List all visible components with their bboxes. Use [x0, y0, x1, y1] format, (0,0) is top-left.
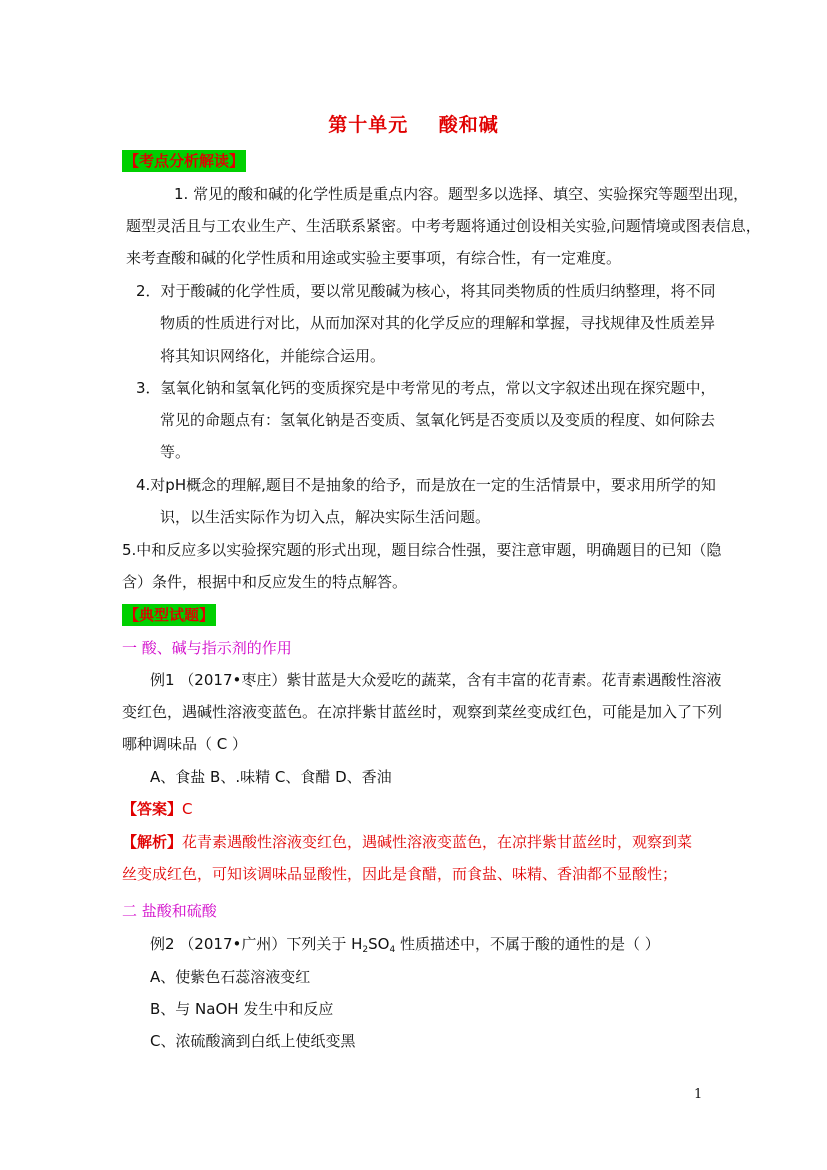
example-1-line-1: 例1 （2017•枣庄）紫甘蓝是大众爱吃的蔬菜，含有丰富的花青素。花青素遇酸性溶液 — [150, 671, 722, 689]
paragraph-1-line-1: 1. 常见的酸和碱的化学性质是重点内容。题型多以选择、填空、实验探究等题型出现， — [174, 185, 749, 203]
heading-hydrochloric-sulfuric: 二 盐酸和硫酸 — [122, 902, 217, 920]
paragraph-2-line-1: 2．对于酸碱的化学性质，要以常见酸碱为核心，将其同类物质的性质归纳整理，将不同 — [136, 282, 716, 300]
section-tag-examples: 【典型试题】 — [124, 606, 215, 624]
heading-acid-base-indicator: 一 酸、碱与指示剂的作用 — [122, 639, 292, 657]
paragraph-3-line-2: 常见的命题点有：氢氧化钠是否变质、氢氧化钙是否变质以及变质的程度、如何除去 — [160, 411, 716, 429]
analysis-line-2: 丝变成红色，可知该调味品显酸性，因此是食醋，而食盐、味精、香油都不显酸性； — [122, 865, 678, 883]
analysis-label: 【解析】 — [122, 833, 183, 851]
paragraph-4-line-2: 识，以生活实际作为切入点，解决实际生活问题。 — [160, 508, 491, 526]
example-2-suffix: 性质描述中，不属于酸的通性的是（ ） — [395, 935, 660, 953]
answer-value: C — [182, 800, 193, 818]
paragraph-5-line-2: 含）条件，根据中和反应发生的特点解答。 — [122, 573, 408, 591]
page-number: 1 — [694, 1087, 703, 1102]
paragraph-3-line-3: 等。 — [160, 443, 191, 461]
analysis-line-1 — [122, 831, 692, 853]
example-2-sub-1: 2 — [362, 945, 369, 955]
example-2-option-c: C、浓硫酸滴到白纸上使纸变黑 — [150, 1032, 356, 1050]
paragraph-1-line-3: 来考查酸和碱的化学性质和用途或实验主要事项，有综合性，有一定难度。 — [126, 249, 622, 267]
page-title: 第十单元 酸和碱 — [328, 114, 499, 136]
paragraph-3-line-1: 3．氢氧化钠和氢氧化钙的变质探究是中考常见的考点，常以文字叙述出现在探究题中， — [136, 379, 716, 397]
example-2-prefix: 例2 （2017•广州）下列关于 H — [150, 935, 363, 953]
example-1-line-2: 变红色，遇碱性溶液变蓝色。在凉拌紫甘蓝丝时，观察到菜丝变成红色，可能是加入了下列 — [122, 703, 723, 721]
example-2-mid: SO — [368, 935, 390, 953]
analysis-text-1: 花青素遇酸性溶液变红色，遇碱性溶液变蓝色，在凉拌紫甘蓝丝时，观察到菜 — [182, 833, 693, 851]
paragraph-2-line-3: 将其知识网络化，并能综合运用。 — [160, 347, 386, 365]
answer-line — [122, 798, 193, 820]
example-2-option-a: A、使紫色石蕊溶液变红 — [150, 968, 311, 986]
paragraph-5-line-1: 5.中和反应多以实验探究题的形式出现，题目综合性强，要注意审题，明确题目的已知（隐 — [122, 541, 722, 559]
example-2-sub-2: 4 — [389, 945, 396, 955]
paragraph-1-line-2: 题型灵活且与工农业生产、生活联系紧密。中考考题将通过创设相关实验,问题情境或图表信息， — [126, 217, 761, 235]
example-1-options: A、食盐 B、.味精 C、食醋 D、香油 — [150, 768, 392, 786]
example-1-line-3: 哪种调味品（ C ） — [122, 735, 248, 753]
paragraph-4-line-1: 4.对pH概念的理解,题目不是抽象的给予，而是放在一定的生活情景中，要求用所学的知 — [136, 476, 716, 494]
paragraph-2-line-2: 物质的性质进行对比，从而加深对其的化学反应的理解和掌握，寻找规律及性质差异 — [160, 314, 716, 332]
example-2-option-b: B、与 NaOH 发生中和反应 — [150, 1000, 334, 1018]
answer-label: 【答案】 — [122, 800, 183, 818]
section-tag-analysis: 【考点分析解读】 — [124, 152, 245, 170]
example-2-question — [150, 933, 660, 961]
